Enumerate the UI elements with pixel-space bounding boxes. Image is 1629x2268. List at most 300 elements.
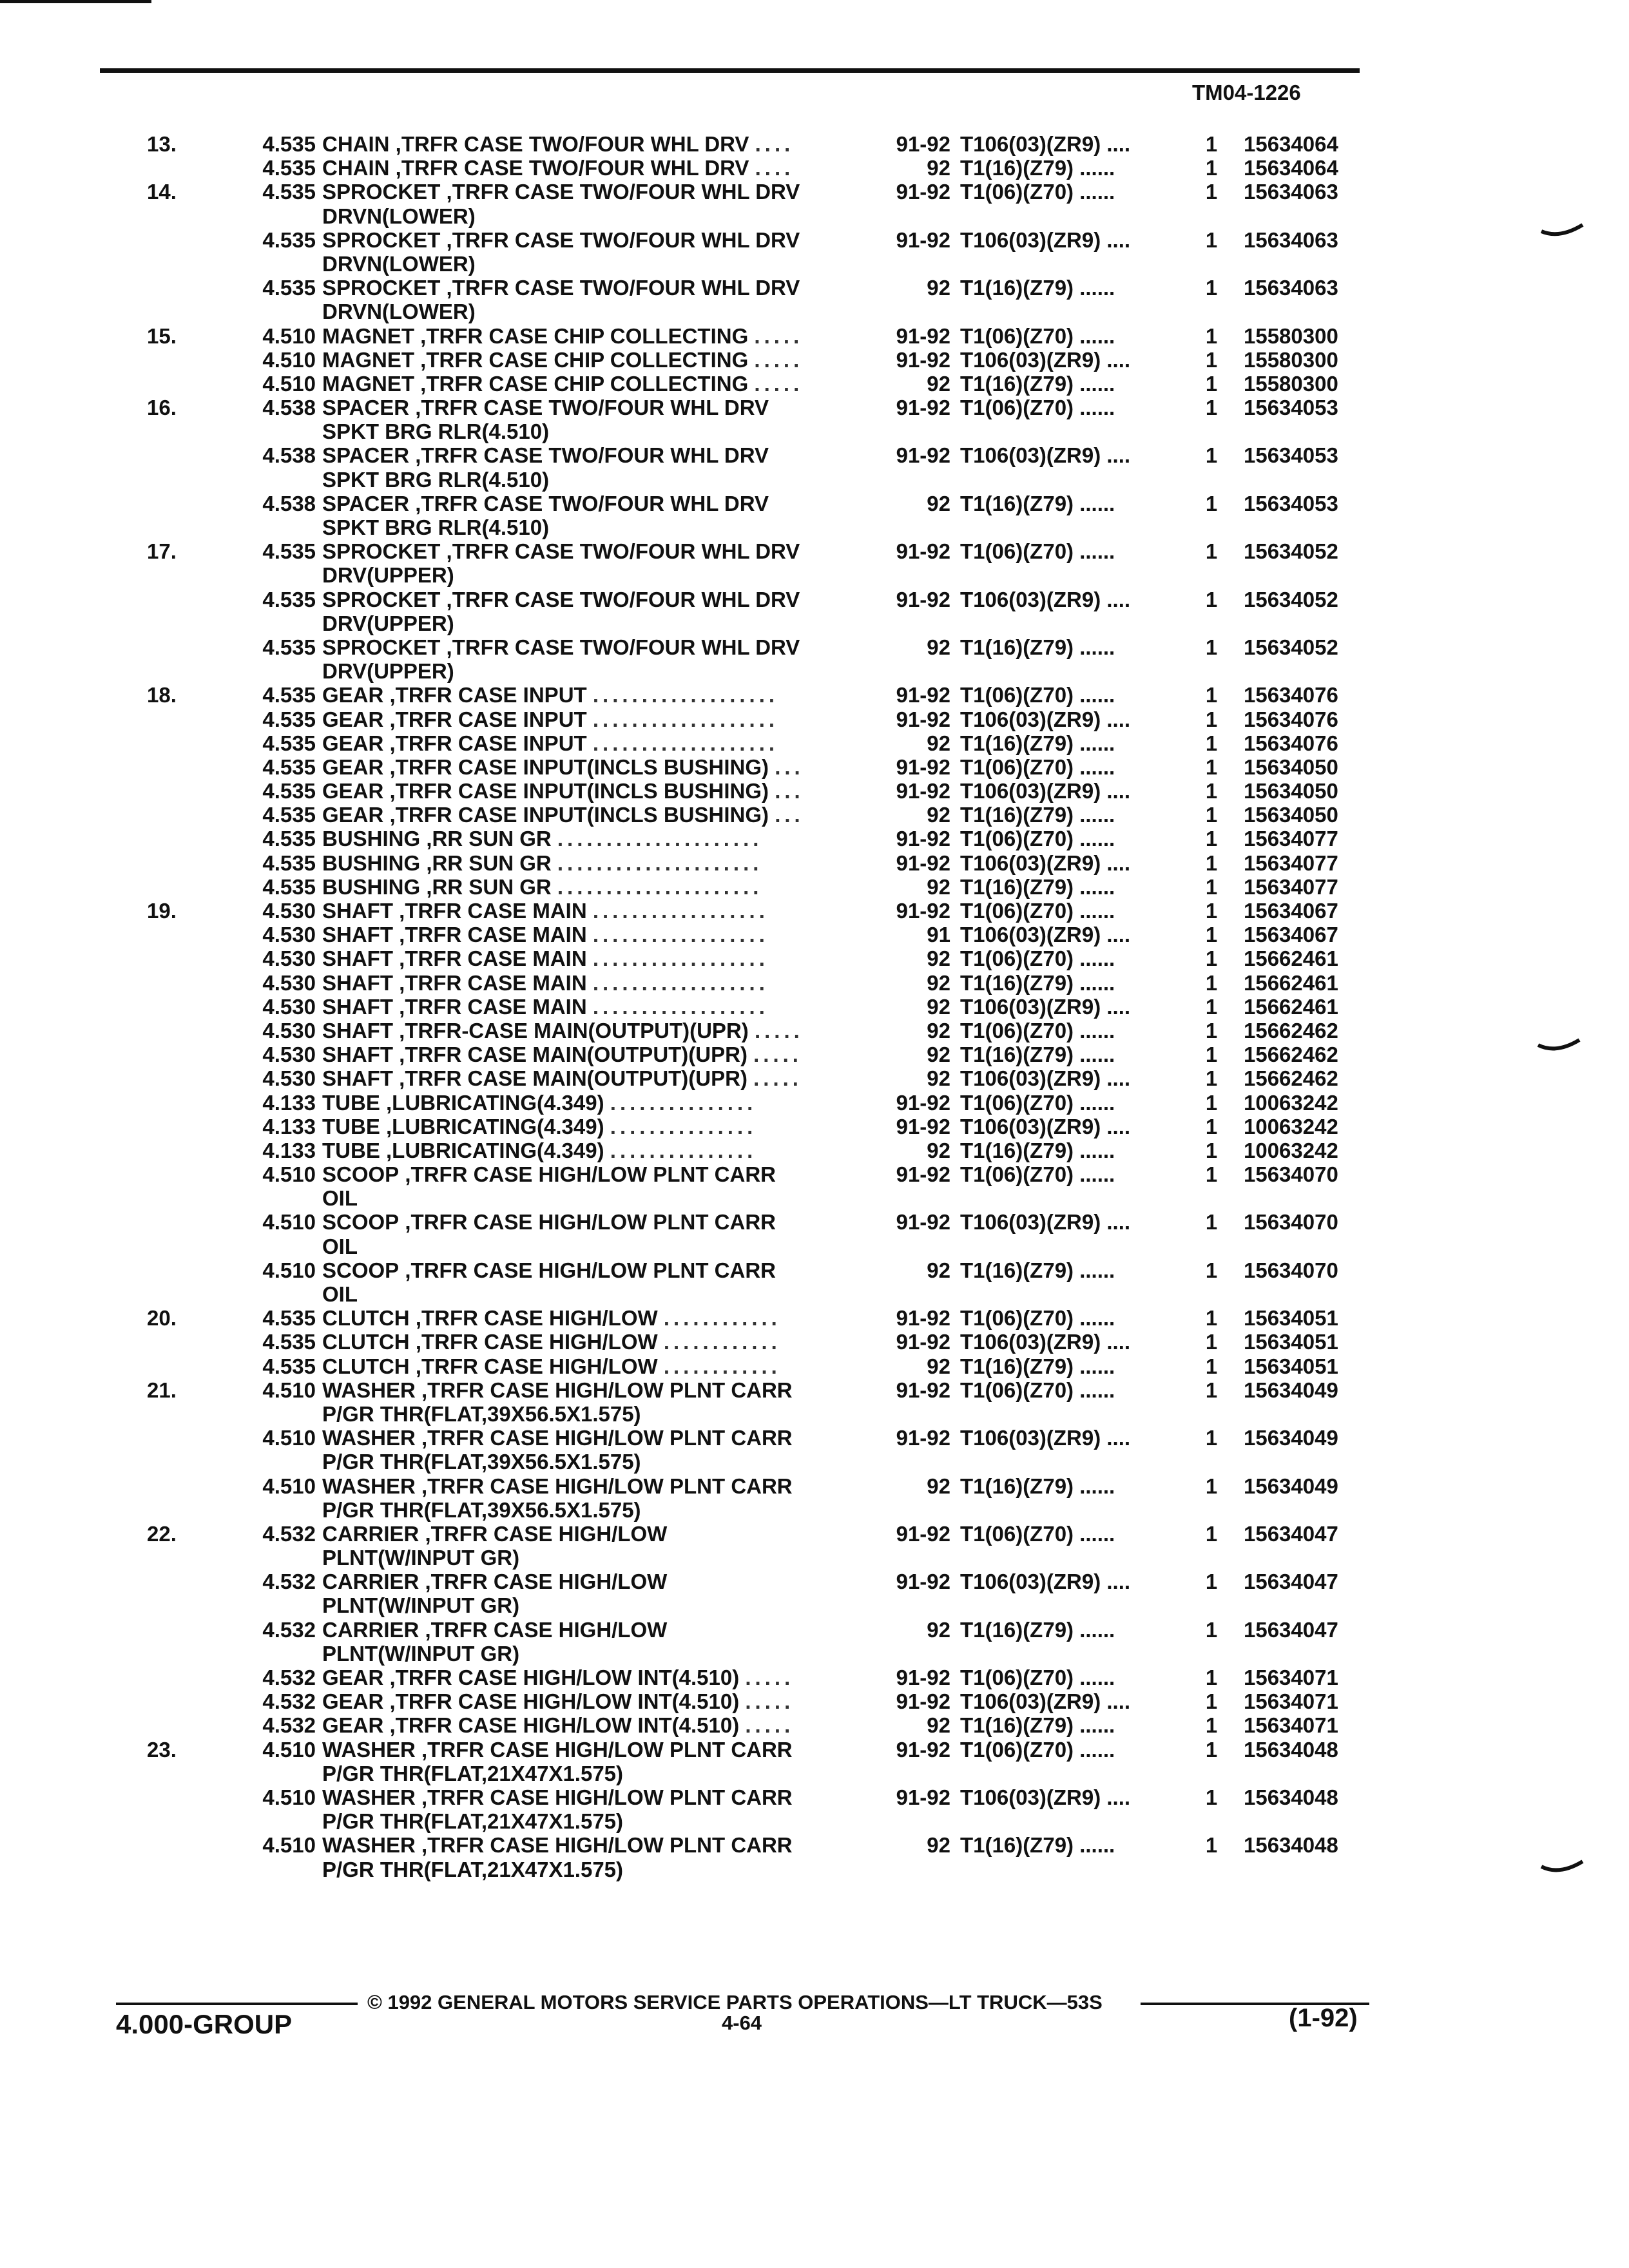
model-code: T1(06)(Z70) ...... <box>960 1666 1115 1689</box>
dot-leader: .................. <box>592 923 769 947</box>
dot-leader: ..... <box>754 371 804 396</box>
footer-group-label: 4.000-GROUP <box>116 2009 293 2039</box>
part-description: ,TRFR CASE MAIN <box>393 947 587 971</box>
model-code: T106(03)(ZR9) .... <box>960 994 1131 1019</box>
model-code: T106(03)(ZR9) .... <box>960 1570 1131 1594</box>
description <box>322 1474 876 1498</box>
model-code: T1(16)(Z79) ...... <box>960 874 1115 899</box>
parts-row-continuation <box>0 1809 1629 1833</box>
part-name: GEAR <box>322 731 384 755</box>
group-number: 4.532 <box>262 1666 316 1689</box>
part-description: ,TRFR CASE TWO/FOUR WHL DRV <box>440 587 800 611</box>
part-name: SHAFT <box>322 970 393 995</box>
group-number: 4.510 <box>262 371 316 396</box>
quantity: 1 <box>1205 396 1218 420</box>
part-description: ,TRFR CASE CHIP COLLECTING <box>414 323 749 348</box>
model-code: T106(03)(ZR9) .... <box>960 227 1131 252</box>
group-number: 4.530 <box>262 923 316 947</box>
part-description: ,LUBRICATING(4.349) <box>380 1114 604 1139</box>
figure-number: 15. <box>147 323 177 348</box>
part-name: CARRIER <box>322 1521 419 1546</box>
part-number: 15580300 <box>1244 323 1338 348</box>
quantity: 1 <box>1205 1378 1218 1402</box>
group-number: 4.535 <box>262 754 316 779</box>
part-number: 15634076 <box>1244 707 1338 731</box>
parts-row <box>0 899 1629 923</box>
model-code: T1(06)(Z70) ...... <box>960 539 1115 564</box>
parts-row <box>0 1139 1629 1162</box>
part-name: MAGNET <box>322 347 414 372</box>
parts-row <box>0 803 1629 827</box>
model-year: 91-92 <box>896 443 950 468</box>
parts-row <box>0 1378 1629 1402</box>
part-name: SPACER <box>322 491 410 515</box>
parts-row <box>0 1785 1629 1809</box>
part-description: ,TRFR CASE HIGH/LOW <box>419 1617 668 1642</box>
group-number: 4.535 <box>262 587 316 611</box>
quantity: 1 <box>1205 1617 1218 1642</box>
part-number: 15634050 <box>1244 754 1338 779</box>
part-number: 15634077 <box>1244 874 1338 899</box>
description <box>322 348 876 372</box>
group-number: 4.532 <box>262 1570 316 1594</box>
description <box>322 1306 876 1330</box>
part-name: SPROCKET <box>322 227 441 252</box>
parts-row <box>0 851 1629 875</box>
description <box>322 372 876 396</box>
description-continuation: DRV(UPPER) <box>322 659 454 684</box>
margin-mark <box>1537 1037 1582 1055</box>
part-name: SHAFT <box>322 899 393 923</box>
part-description: ,TRFR CASE HIGH/LOW <box>419 1570 668 1594</box>
model-year: 92 <box>927 731 950 755</box>
quantity: 1 <box>1205 827 1218 851</box>
header-rule <box>100 68 1360 73</box>
quantity: 1 <box>1205 923 1218 947</box>
model-year: 91-92 <box>896 1378 950 1402</box>
description <box>322 755 876 779</box>
parts-row <box>0 132 1629 156</box>
dot-leader: ..... <box>754 1018 804 1043</box>
description <box>322 1019 876 1043</box>
quantity: 1 <box>1205 803 1218 827</box>
part-number: 15662462 <box>1244 1043 1338 1067</box>
description <box>322 156 876 180</box>
quantity: 1 <box>1205 731 1218 755</box>
model-code: T1(06)(Z70) ...... <box>960 1018 1115 1043</box>
quantity: 1 <box>1205 1210 1218 1235</box>
quantity: 1 <box>1205 156 1218 180</box>
description-continuation: DRVN(LOWER) <box>322 300 476 324</box>
figure-number: 19. <box>147 899 177 923</box>
part-name: WASHER <box>322 1378 416 1402</box>
part-number: 15662461 <box>1244 970 1338 995</box>
model-year: 91-92 <box>896 180 950 204</box>
group-number: 4.510 <box>262 1162 316 1187</box>
description <box>322 707 876 731</box>
model-code: T1(16)(Z79) ...... <box>960 803 1115 827</box>
parts-row-continuation <box>0 1282 1629 1306</box>
parts-row-continuation <box>0 515 1629 539</box>
figure-number: 23. <box>147 1737 177 1762</box>
part-name: SHAFT <box>322 947 393 971</box>
dot-leader: ..... <box>745 1689 795 1714</box>
quantity: 1 <box>1205 1785 1218 1809</box>
part-number: 15580300 <box>1244 347 1338 372</box>
model-year: 92 <box>927 1138 950 1162</box>
part-number: 15634063 <box>1244 180 1338 204</box>
part-description: ,TRFR CASE TWO/FOUR WHL DRV <box>440 539 800 564</box>
model-year: 91-92 <box>896 1306 950 1331</box>
dot-leader: ... <box>775 779 804 803</box>
parts-row-continuation <box>0 1186 1629 1210</box>
part-number: 15634050 <box>1244 779 1338 803</box>
quantity: 1 <box>1205 874 1218 899</box>
model-year: 91-92 <box>896 347 950 372</box>
parts-row-continuation <box>0 659 1629 683</box>
quantity: 1 <box>1205 443 1218 468</box>
part-name: WASHER <box>322 1426 416 1450</box>
part-name: CARRIER <box>322 1617 419 1642</box>
part-description: ,TRFR CASE MAIN(OUTPUT)(UPR) <box>393 1043 747 1067</box>
model-code: T1(16)(Z79) ...... <box>960 1043 1115 1067</box>
group-number: 4.535 <box>262 731 316 755</box>
description-continuation: DRVN(LOWER) <box>322 204 476 228</box>
model-code: T1(06)(Z70) ...... <box>960 180 1115 204</box>
part-number: 15662462 <box>1244 1066 1338 1091</box>
part-number: 15634067 <box>1244 923 1338 947</box>
part-description: ,TRFR CASE HIGH/LOW PLNT CARR <box>399 1162 776 1187</box>
dot-leader: ..................... <box>557 874 763 899</box>
group-number: 4.535 <box>262 132 316 156</box>
parts-row <box>0 1570 1629 1593</box>
model-year: 91-92 <box>896 683 950 707</box>
description <box>322 1522 876 1546</box>
model-year: 92 <box>927 156 950 180</box>
parts-row <box>0 875 1629 899</box>
part-description: ,TRFR CASE INPUT <box>383 731 587 755</box>
group-number: 4.510 <box>262 1785 316 1809</box>
description <box>322 1785 876 1809</box>
quantity: 1 <box>1205 1162 1218 1187</box>
description-continuation: PLNT(W/INPUT GR) <box>322 1546 520 1570</box>
part-description: ,TRFR CASE HIGH/LOW PLNT CARR <box>399 1258 776 1282</box>
model-code: T1(16)(Z79) ...... <box>960 491 1115 515</box>
dot-leader: .................. <box>592 970 769 995</box>
parts-row <box>0 947 1629 970</box>
description <box>322 1426 876 1450</box>
parts-row <box>0 492 1629 515</box>
description <box>322 803 876 827</box>
quantity: 1 <box>1205 276 1218 300</box>
dot-leader: ..................... <box>557 850 763 875</box>
part-name: WASHER <box>322 1474 416 1498</box>
parts-row <box>0 1618 1629 1642</box>
part-name: CLUTCH <box>322 1306 410 1331</box>
group-number: 4.530 <box>262 970 316 995</box>
quantity: 1 <box>1205 1521 1218 1546</box>
part-description: ,RR SUN GR <box>420 850 552 875</box>
model-code: T1(06)(Z70) ...... <box>960 1090 1115 1115</box>
part-number: 15634063 <box>1244 276 1338 300</box>
part-name: BUSHING <box>322 874 421 899</box>
part-description: ,TRFR CASE HIGH/LOW PLNT CARR <box>415 1474 793 1498</box>
group-number: 4.535 <box>262 850 316 875</box>
part-number: 15634048 <box>1244 1737 1338 1762</box>
description <box>322 971 876 995</box>
part-name: WASHER <box>322 1833 416 1858</box>
dot-leader: ................... <box>592 683 779 707</box>
group-number: 4.535 <box>262 635 316 659</box>
quantity: 1 <box>1205 132 1218 156</box>
parts-row <box>0 156 1629 180</box>
model-year: 92 <box>927 491 950 515</box>
part-number: 15634048 <box>1244 1785 1338 1809</box>
description <box>322 132 876 156</box>
part-number: 15634071 <box>1244 1666 1338 1689</box>
description <box>322 324 876 348</box>
parts-row-continuation <box>0 1593 1629 1617</box>
part-name: CLUTCH <box>322 1330 410 1354</box>
model-code: T1(06)(Z70) ...... <box>960 1737 1115 1762</box>
part-name: BUSHING <box>322 827 421 851</box>
description <box>322 851 876 875</box>
group-number: 4.532 <box>262 1713 316 1738</box>
part-number: 10063242 <box>1244 1090 1338 1115</box>
group-number: 4.510 <box>262 1474 316 1498</box>
figure-number: 20. <box>147 1306 177 1331</box>
description-continuation: DRV(UPPER) <box>322 563 454 588</box>
part-description: ,TRFR CASE TWO/FOUR WHL DRV <box>409 491 769 515</box>
model-code: T1(06)(Z70) ...... <box>960 1306 1115 1331</box>
model-year: 92 <box>927 1066 950 1091</box>
dot-leader: ..... <box>754 347 804 372</box>
description-continuation: P/GR THR(FLAT,21X47X1.575) <box>322 1761 624 1785</box>
parts-row <box>0 180 1629 204</box>
parts-row-continuation <box>0 1498 1629 1522</box>
parts-row-continuation <box>0 300 1629 323</box>
parts-row <box>0 1666 1629 1689</box>
model-year: 92 <box>927 1713 950 1738</box>
part-number: 15662461 <box>1244 947 1338 971</box>
part-number: 15634051 <box>1244 1306 1338 1331</box>
model-year: 92 <box>927 947 950 971</box>
quantity: 1 <box>1205 323 1218 348</box>
quantity: 1 <box>1205 850 1218 875</box>
part-number: 15634050 <box>1244 803 1338 827</box>
figure-number: 17. <box>147 539 177 564</box>
parts-row <box>0 539 1629 563</box>
part-number: 15634070 <box>1244 1162 1338 1187</box>
group-number: 4.535 <box>262 1354 316 1378</box>
model-year: 91-92 <box>896 323 950 348</box>
group-number: 4.510 <box>262 323 316 348</box>
parts-row-continuation <box>0 1546 1629 1570</box>
model-code: T106(03)(ZR9) .... <box>960 1066 1131 1091</box>
part-name: MAGNET <box>322 371 414 396</box>
description-continuation: P/GR THR(FLAT,39X56.5X1.575) <box>322 1497 641 1522</box>
description-continuation: PLNT(W/INPUT GR) <box>322 1593 520 1618</box>
model-code: T106(03)(ZR9) .... <box>960 1210 1131 1235</box>
parts-row <box>0 1689 1629 1713</box>
part-number: 15634070 <box>1244 1210 1338 1235</box>
parts-row-continuation <box>0 1402 1629 1426</box>
model-code: T106(03)(ZR9) .... <box>960 132 1131 156</box>
part-number: 15634052 <box>1244 587 1338 611</box>
description <box>322 1139 876 1162</box>
parts-row-continuation <box>0 1762 1629 1785</box>
part-name: SHAFT <box>322 994 393 1019</box>
part-description: ,TRFR CASE MAIN <box>393 994 587 1019</box>
group-number: 4.535 <box>262 539 316 564</box>
description-continuation: P/GR THR(FLAT,21X47X1.575) <box>322 1809 624 1834</box>
description <box>322 1713 876 1737</box>
group-number: 4.535 <box>262 156 316 180</box>
quantity: 1 <box>1205 1114 1218 1139</box>
parts-row <box>0 1091 1629 1115</box>
model-code: T1(16)(Z79) ...... <box>960 1833 1115 1858</box>
model-code: T106(03)(ZR9) .... <box>960 779 1131 803</box>
group-number: 4.510 <box>262 1833 316 1858</box>
part-number: 15634049 <box>1244 1474 1338 1498</box>
model-code: T1(16)(Z79) ...... <box>960 276 1115 300</box>
model-code: T1(06)(Z70) ...... <box>960 947 1115 971</box>
parts-row <box>0 1474 1629 1498</box>
description <box>322 1354 876 1378</box>
parts-row-continuation <box>0 611 1629 635</box>
description <box>322 1570 876 1593</box>
dot-leader: .... <box>755 132 795 156</box>
part-name: SHAFT <box>322 1066 393 1091</box>
description <box>322 1043 876 1066</box>
model-year: 91-92 <box>896 707 950 731</box>
parts-row <box>0 1426 1629 1450</box>
part-description: ,TRFR CASE INPUT(INCLS BUSHING) <box>383 779 769 803</box>
model-year: 91-92 <box>896 1521 950 1546</box>
part-description: ,LUBRICATING(4.349) <box>380 1090 604 1115</box>
description <box>322 923 876 947</box>
part-number: 15662462 <box>1244 1018 1338 1043</box>
model-year: 92 <box>927 1474 950 1498</box>
model-code: T1(06)(Z70) ...... <box>960 827 1115 851</box>
quantity: 1 <box>1205 707 1218 731</box>
model-code: T1(06)(Z70) ...... <box>960 323 1115 348</box>
description <box>322 683 876 707</box>
model-code: T1(16)(Z79) ...... <box>960 1138 1115 1162</box>
parts-row <box>0 1833 1629 1857</box>
parts-row <box>0 755 1629 779</box>
part-number: 10063242 <box>1244 1138 1338 1162</box>
description <box>322 492 876 515</box>
model-code: T1(06)(Z70) ...... <box>960 899 1115 923</box>
model-year: 91-92 <box>896 899 950 923</box>
model-year: 91-92 <box>896 1114 950 1139</box>
group-number: 4.538 <box>262 491 316 515</box>
group-number: 4.535 <box>262 180 316 204</box>
model-code: T106(03)(ZR9) .... <box>960 1689 1131 1714</box>
quantity: 1 <box>1205 970 1218 995</box>
part-name: WASHER <box>322 1785 416 1809</box>
part-name: SPROCKET <box>322 539 441 564</box>
model-code: T1(06)(Z70) ...... <box>960 396 1115 420</box>
model-year: 91-92 <box>896 396 950 420</box>
quantity: 1 <box>1205 371 1218 396</box>
description <box>322 396 876 419</box>
part-description: ,RR SUN GR <box>420 874 552 899</box>
dot-leader: .... <box>755 156 795 180</box>
parts-row <box>0 995 1629 1019</box>
model-code: T106(03)(ZR9) .... <box>960 923 1131 947</box>
figure-number: 21. <box>147 1378 177 1402</box>
parts-row <box>0 324 1629 348</box>
dot-leader: ..................... <box>557 827 763 851</box>
part-number: 15634051 <box>1244 1330 1338 1354</box>
part-name: SPROCKET <box>322 180 441 204</box>
description-continuation: OIL <box>322 1282 358 1306</box>
quantity: 1 <box>1205 1090 1218 1115</box>
group-number: 4.133 <box>262 1138 316 1162</box>
part-description: ,TRFR CASE HIGH/LOW <box>419 1521 668 1546</box>
model-year: 91-92 <box>896 779 950 803</box>
part-number: 15634047 <box>1244 1521 1338 1546</box>
part-description: ,TRFR CASE HIGH/LOW INT(4.510) <box>383 1713 740 1738</box>
description <box>322 180 876 204</box>
quantity: 1 <box>1205 1330 1218 1354</box>
part-description: ,TRFR CASE HIGH/LOW <box>409 1354 658 1378</box>
description-continuation: SPKT BRG RLR(4.510) <box>322 419 550 444</box>
part-number: 15634052 <box>1244 539 1338 564</box>
model-year: 91-92 <box>896 850 950 875</box>
description-continuation: SPKT BRG RLR(4.510) <box>322 515 550 539</box>
parts-row <box>0 228 1629 252</box>
quantity: 1 <box>1205 1354 1218 1378</box>
model-code: T1(16)(Z79) ...... <box>960 1474 1115 1498</box>
part-description: ,TRFR CASE TWO/FOUR WHL DRV <box>389 156 749 180</box>
part-name: GEAR <box>322 803 384 827</box>
dot-leader: ..... <box>745 1666 795 1689</box>
description <box>322 995 876 1019</box>
quantity: 1 <box>1205 1689 1218 1714</box>
part-name: GEAR <box>322 1713 384 1738</box>
model-code: T106(03)(ZR9) .... <box>960 1426 1131 1450</box>
document-id: TM04-1226 <box>1192 81 1301 104</box>
model-year: 91-92 <box>896 1737 950 1762</box>
parts-row <box>0 443 1629 467</box>
description <box>322 1091 876 1115</box>
part-number: 15634047 <box>1244 1570 1338 1594</box>
model-code: T1(16)(Z79) ...... <box>960 1617 1115 1642</box>
part-name: SPROCKET <box>322 276 441 300</box>
page-number: 4-64 <box>722 2012 762 2034</box>
part-name: SCOOP <box>322 1210 400 1235</box>
model-year: 92 <box>927 874 950 899</box>
margin-mark <box>1540 1859 1585 1877</box>
parts-row <box>0 731 1629 755</box>
group-number: 4.510 <box>262 1426 316 1450</box>
part-number: 15634049 <box>1244 1426 1338 1450</box>
part-number: 15634077 <box>1244 827 1338 851</box>
part-number: 15634053 <box>1244 443 1338 468</box>
model-year: 92 <box>927 1043 950 1067</box>
group-number: 4.535 <box>262 1306 316 1331</box>
parts-row <box>0 1522 1629 1546</box>
quantity: 1 <box>1205 1666 1218 1689</box>
parts-row <box>0 779 1629 803</box>
parts-row <box>0 276 1629 300</box>
dot-leader: ................... <box>592 707 779 731</box>
part-description: ,RR SUN GR <box>420 827 552 851</box>
part-name: CHAIN <box>322 132 390 156</box>
